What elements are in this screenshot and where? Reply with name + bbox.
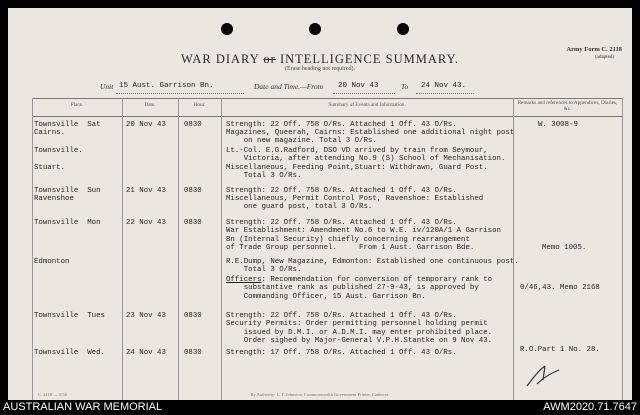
summary-rest: : Recommendation for conversion of temporary rank to substantive rank as published 27-9-43, is approved by Commanding Officer, 15 Aust. Garrison Bn. [243, 276, 493, 301]
col-header-summary: Summary of Events and Information. [328, 102, 406, 108]
entry-summary: Strength: 22 Off. 758 O/Rs. Attached 1 Off. 43 O/Rs. [226, 187, 457, 195]
entry-summary: Lt.-Col. E.G.Radford, DSO VD arrived by train from Seymour, Victoria, after attending No.9 (S) School of Mechanisation. [226, 147, 506, 164]
date-from-underline [333, 93, 395, 94]
entry-place: Townsville Sat [34, 121, 101, 129]
col-divider [221, 98, 222, 400]
entry-summary: Miscellaneous, Permit Control Post, Ravenshoe: Established one guard post, total 3 O/Rs. [226, 195, 484, 212]
entry-remarks: Memo 1005. [542, 244, 587, 252]
entry-hour: 0830 [184, 312, 202, 320]
punch-hole [309, 23, 321, 35]
col-divider [32, 98, 33, 400]
entry-date: 22 Nov 43 [126, 219, 166, 227]
entry-summary: R.E.Dump, New Magazine, Edmonton: Established one continuous post. Total 3 O/Rs. [226, 258, 519, 275]
col-divider [178, 98, 179, 400]
watermark-left: AUSTRALIAN WAR MEMORIAL [3, 401, 163, 413]
form-code: C. 2118 — 5/36 [38, 392, 67, 397]
col-divider [622, 98, 623, 400]
entry-summary: Strength: 17 Off. 758 O/Rs. Attached 1 Off. 43 O/Rs. [226, 349, 457, 357]
entry-remarks: R.O.Part 1 No. 28. [520, 346, 600, 354]
col-header-date: Date. [144, 102, 156, 108]
table-header-rule [32, 116, 622, 117]
date-from: 20 Nov 43 [338, 82, 379, 90]
title-suffix: INTELLIGENCE SUMMARY. [279, 52, 460, 66]
punch-hole [397, 23, 409, 35]
title-prefix: WAR DIARY [180, 52, 260, 66]
entry-summary: Strength: 22 Off. 758 O/Rs. Attached 1 Off. 43 O/Rs. Security Permits: Order permitting personnel holding permit issued by D.M.I. or A.D.M.I. may enter prohibited place. Order sighed by Major-General V.P.H.Stantke on 9 Nov 43. [226, 312, 493, 345]
army-form-sub: (adapted) [595, 55, 614, 60]
entry-summary: Strength: 22 Off. 758 O/Rs. Attached 1 Off. 43 O/Rs. [226, 121, 457, 129]
entry-place: Ravenshoe [34, 195, 74, 203]
date-to: 24 Nov 43. [421, 82, 467, 90]
col-header-remarks: Remarks and references to Appendices, Diaries, &c. [517, 100, 618, 112]
entry-summary: Magazines, Queerah, Cairns: Established one additional night post on new magazine. Total 3 O/Rs. [226, 129, 515, 146]
printer-footer: By Authority: L. F. Johnston, Commonwealth Government Printer, Canberra. [250, 392, 390, 397]
entry-place: Townsville Wed. [34, 349, 105, 357]
col-header-hour: Hour. [193, 102, 206, 108]
entry-place: Cairns. [34, 129, 66, 137]
signature-mark [523, 360, 563, 390]
to-label: To [401, 82, 409, 91]
summary-underlined: Officers [226, 276, 262, 284]
army-form-number: Army Form C. 2118 [566, 46, 622, 53]
title-struck: or [263, 52, 276, 66]
unit-underline [116, 93, 244, 94]
page-title [8, 52, 632, 67]
diary-sheet [8, 8, 632, 400]
entry-place: Townsville Sun [34, 187, 101, 195]
unit-label: Unit [100, 82, 114, 91]
unit-value: 15 Aust. Garrison Bn. [119, 82, 214, 90]
entry-summary: Miscellaneous, Feeding Point,Stuart: Withdrawn, Guard Post. Total 3 O/Rs. [226, 164, 488, 181]
entry-hour: 0830 [184, 219, 202, 227]
table-top-rule [32, 98, 622, 99]
col-divider [122, 98, 123, 400]
watermark-bar [0, 400, 640, 415]
entry-place: Townsville. [34, 147, 83, 155]
entry-hour: 0830 [184, 187, 202, 195]
entry-place: Townsville Mon [34, 219, 101, 227]
entry-hour: 0830 [184, 121, 202, 129]
entry-date: 21 Nov 43 [126, 187, 166, 195]
entry-date: 24 Nov 43 [126, 349, 166, 357]
entry-summary: Strength: 22 Off. 758 O/Rs. Attached 1 Off. 43 O/Rs. War Establishment: Amendment No.6 to W.E. iv/120A/1 A Garrison Bn (Internal Security) chiefly concerning rearrangement of Trade Group personnel. From 1 Aust. Garrison Bde. [226, 219, 501, 252]
entry-remarks: W. 3008-9 [538, 121, 578, 129]
army-form-label [566, 46, 622, 62]
entry-summary [226, 276, 492, 301]
entry-hour: 0830 [184, 349, 202, 357]
punch-hole [221, 23, 233, 35]
watermark-right: AWM2020.71.7647 [543, 401, 637, 413]
entry-place: Stuart. [34, 164, 66, 172]
entry-place: Townsville Tues [34, 312, 105, 320]
entry-place: Edmonton [34, 258, 70, 266]
date-label: Date and Time.—From [254, 82, 324, 91]
date-to-underline [416, 93, 474, 94]
entry-date: 20 Nov 43 [126, 121, 166, 129]
unit-line [8, 82, 632, 94]
subheading: (Erase heading not required). [285, 66, 355, 72]
col-header-place: Place. [70, 102, 84, 108]
entry-remarks: 0/46,43. Memo 2168 [520, 284, 600, 292]
entry-date: 23 Nov 43 [126, 312, 166, 320]
